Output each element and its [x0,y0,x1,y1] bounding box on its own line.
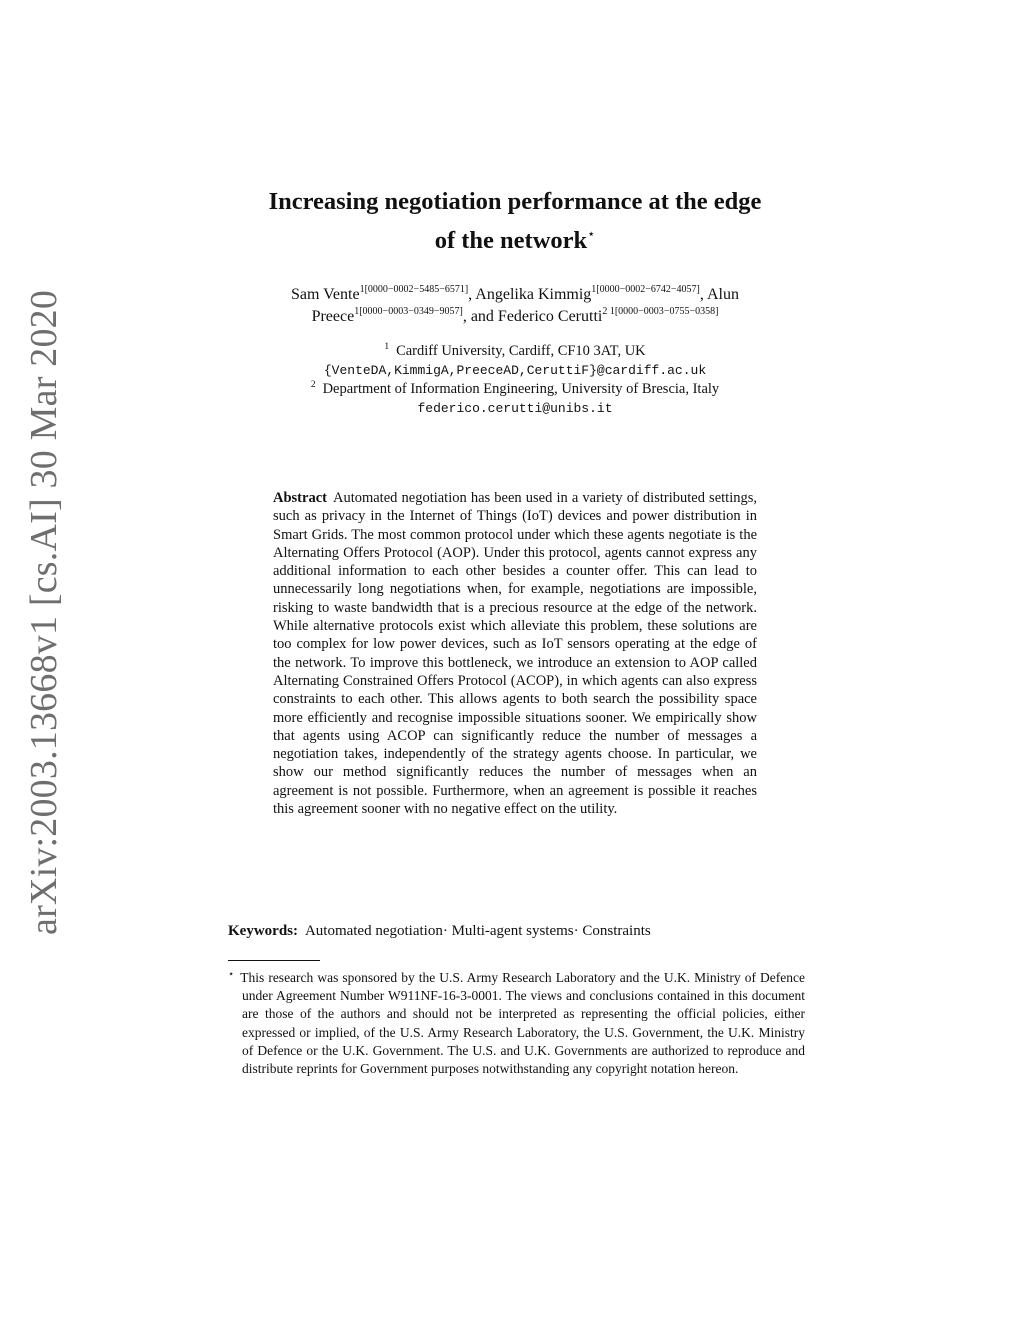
author-orcid: 1[0000−0002−6742−4057] [591,284,700,295]
author-name: Angelika Kimmig [475,286,592,303]
footnote [228,966,805,1078]
affiliation-2-email: federico.cerutti@unibs.it [417,401,613,416]
keywords-heading: Keywords: [228,923,298,939]
arxiv-identifier: arXiv:2003.13668v1 [cs.AI] 30 Mar 2020 [23,289,65,935]
affiliation-1-email: {VenteDA,KimmigA,PreeceAD,CeruttiF}@cardiff.ac.uk [323,363,707,378]
abstract-heading: Abstract [273,490,327,506]
keywords-text: Automated negotiation· Multi-agent systems· Constraints [304,923,651,939]
abstract-body: Automated negotiation has been used in a variety of distributed settings, such as privacy in the Internet of Things (IoT) devices and power distribution in Smart Grids. The most common protocol under which these agents negotiate is the Alternating Offers Protocol (AOP). Under this protocol, agents cannot express any additional information to each other besides a counter offer. This can lead to unnecessarily long negotiations when, for example, negotiations are impossible, risking to waste bandwidth that is a precious resource at the edge of the network. While alternative protocols exist which alleviate this problem, these solutions are too complex for low power devices, such as IoT sensors operating at the edge of the network. To improve this bottleneck, we introduce an extension to AOP called Alternating Constrained Offers Protocol (ACOP), in which agents can also express constraints to each other. This allows agents to both search the possibility space more efficiently and recognise impossible situations sooner. We empirically show that agents using ACOP can significantly reduce the number of messages a negotiation takes, independently of the strategy agents choose. In particular, we show our method significantly reduces the number of messages when an agreement is not possible. Furthermore, when an agreement is possible it reaches this agreement sooner with no negative effect on the utility. [273,490,757,818]
title-footnote-mark: ⋆ [587,226,596,241]
author-list: Sam Vente$^{1[0000-0002-5485-6571]}$, Angelika Kimmig$^{1[0000-0002-6742-4057]}$, Alun Preece$^{1[0000-0003-0349-9057]}$, and Federico Cerutti$^{2 1[0000-0003-0755-0358]}$ [290,284,739,325]
abstract [273,489,757,818]
title-line-1: Increasing negotiation performance at the edge [268,188,762,215]
author-name: Alun [707,286,739,303]
author-name: Sam Vente [290,286,360,303]
paper-title [200,186,830,257]
affiliation-1: $^1$ Cardiff University, Cardiff, CF10 3AT, UK [384,342,646,359]
author-name: and Federico Cerutti [470,308,603,325]
affiliations [215,342,815,418]
footnote-mark: ⋆ [228,969,235,980]
affiliation-2: $^2$ Department of Information Engineering, University of Brescia, Italy [310,380,720,397]
author-orcid: 1[0000−0002−5485−6571] [359,284,469,295]
author-orcid: 2 1[0000−0003−0755−0358] [602,306,719,317]
keywords [228,921,828,941]
author-orcid: 1[0000−0003−0349−9057] [354,306,463,317]
title-line-2: of the network [434,227,588,254]
footnote-divider [228,960,320,961]
footnote-text: This research was sponsored by the U.S. Army Research Laboratory and the U.K. Ministry of Defence under Agreement Number W911NF-16-3-0001. The views and conclusions contained in this document are those of the authors and should not be interpreted as representing the official policies, either expressed or implied, of the U.S. Army Research Laboratory, the U.S. Government, the U.K. Ministry of Defence or the U.K. Government. The U.S. and U.K. Governments are authorized to reproduce and distribute reprints for Government purposes notwithstanding any copyright notation hereon. [240,970,805,1077]
author-name: Preece [311,308,355,325]
